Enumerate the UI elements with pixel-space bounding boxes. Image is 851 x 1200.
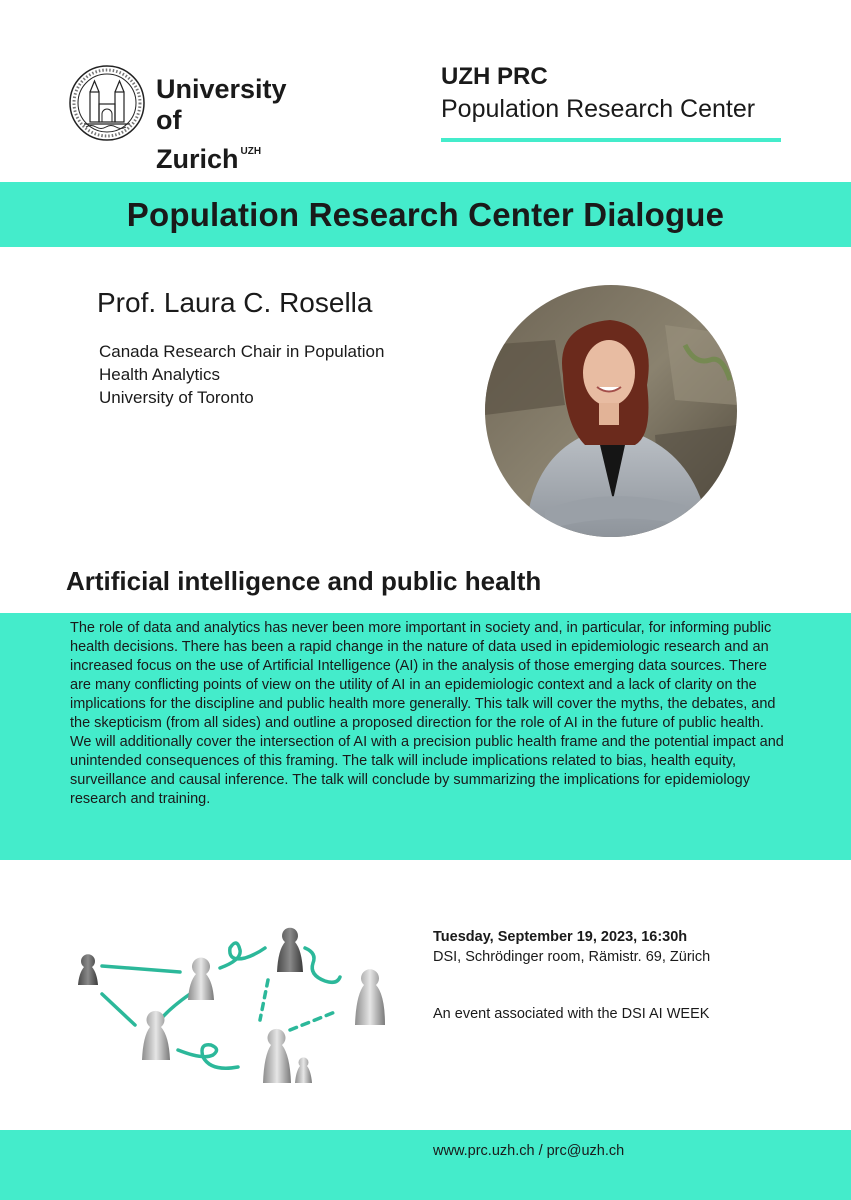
speaker-name: Prof. Laura C. Rosella <box>97 287 373 318</box>
footer-contact[interactable]: www.prc.uzh.ch / prc@uzh.ch <box>433 1143 625 1159</box>
speaker-photo <box>485 285 737 537</box>
footer-band <box>0 1130 851 1200</box>
series-band <box>0 182 851 247</box>
affiliation-line: Health Analytics <box>99 365 220 384</box>
prc-subtitle: Population Research Center <box>441 95 756 123</box>
university-name-line1: University of <box>156 74 287 135</box>
talk-abstract: The role of data and analytics has never been more important in society and, in particular, for informing public health decisions. There has been a rapid change in the nature of data used in epidemiologic research and an increased focus on the use of Artificial Intelligence (AI) in the analysis of those emerging data sources. There are many conflicting points of view on the utility of AI in an epidemiologic context and a lack of clarity on the implications for the discipline and public health more generally. This talk will cover the myths, the debates, and the skepticism (from all sides) and outline a proposed direction for the role of AI in the future of public health. We will additionally cover the intersection of AI with a precision public health frame and the potential impact and unintended consequences of this framing. The talk will include implications related to bias, health equity, surveillance and causal inference. The talk will conclude by summarizing the implications for epidemiology research and training. <box>70 620 784 807</box>
event-series-title: Population Research Center Dialogue <box>126 195 725 233</box>
talk-title: Artificial intelligence and public health <box>66 566 542 596</box>
prc-title: UZH PRC <box>441 63 548 90</box>
speaker-affiliation <box>99 340 384 409</box>
uzh-logo <box>68 64 318 174</box>
abstract-band <box>0 613 851 860</box>
network-pawns-illustration <box>60 900 420 1100</box>
event-date-time: Tuesday, September 19, 2023, 16:30h <box>433 929 688 945</box>
prc-underline <box>441 138 781 142</box>
uzh-mark: UZH <box>240 146 262 157</box>
university-name <box>156 74 318 175</box>
university-name-line2: Zurich <box>156 144 239 174</box>
affiliation-line: Canada Research Chair in Population <box>99 342 385 361</box>
prc-header <box>441 62 781 142</box>
affiliation-line: University of Toronto <box>99 388 254 407</box>
event-location: DSI, Schrödinger room, Rämistr. 69, Zürich <box>433 949 711 965</box>
uzh-seal-icon <box>68 64 146 142</box>
event-association: An event associated with the DSI AI WEEK <box>433 1006 710 1022</box>
